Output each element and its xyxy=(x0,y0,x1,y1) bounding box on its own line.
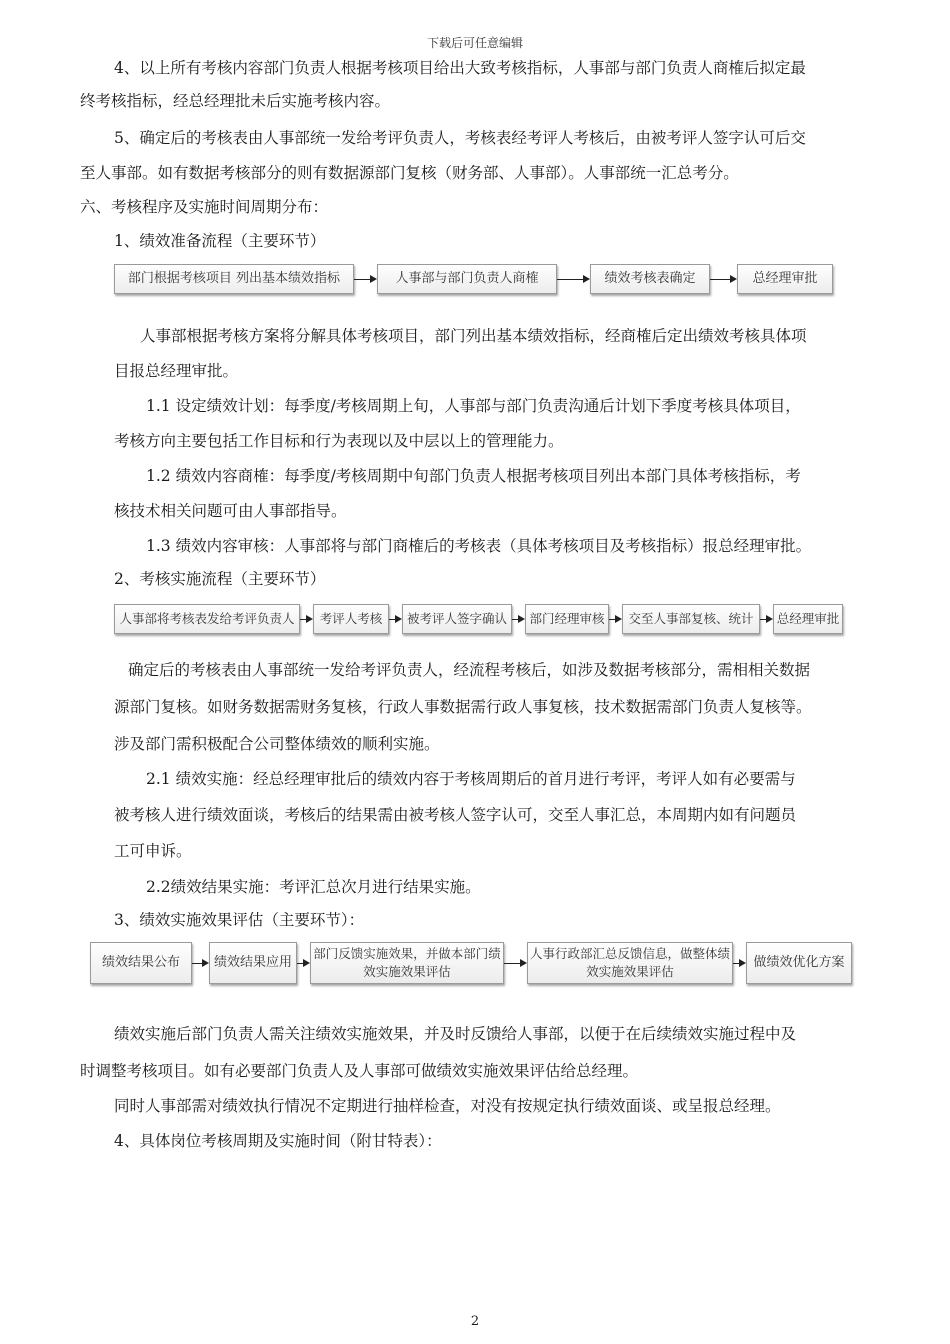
page-header: 下载后可任意编辑 xyxy=(426,36,523,50)
flow2-step-6: 总经理审批 xyxy=(773,604,843,634)
page-number: 2 xyxy=(470,1314,480,1329)
arrow-icon xyxy=(389,615,402,623)
flow2-step-4: 部门经理审核 xyxy=(525,604,609,634)
paragraph-flow2-desc: 确定后的考核表由人事部统一发给考评负责人，经流程考核后，如涉及数据考核部分，需相相关数据 xyxy=(128,661,811,679)
flowchart-preparation xyxy=(114,264,833,294)
arrow-icon xyxy=(760,615,773,623)
flow1-step-3: 绩效考核表确定 xyxy=(590,264,710,294)
subsection-1-heading: 1、绩效准备流程（主要环节） xyxy=(114,232,326,250)
flow3-step-4-line2: 效实施效果评估 xyxy=(586,964,674,979)
flow1-step-1: 部门根据考核项目 列出基本绩效指标 xyxy=(114,264,354,294)
subsection-3-heading: 3、绩效实施效果评估（主要环节）： xyxy=(114,911,365,929)
flow3-step-3 xyxy=(310,942,504,984)
flow3-step-4 xyxy=(527,942,733,984)
flow2-step-5: 交至人事部复核、统计 xyxy=(622,604,760,634)
paragraph-2-1-cont: 被考核人进行绩效面谈，考核后的结果需由被考核人签字认可，交至人事汇总，本周期内如有问题员 xyxy=(114,806,797,824)
paragraph-flow2-desc-cont2: 涉及部门需积极配合公司整体绩效的顺利实施。 xyxy=(114,735,440,753)
arrow-icon xyxy=(609,615,622,623)
section-6-heading: 六、考核程序及实施时间周期分布： xyxy=(80,198,329,216)
paragraph-sampling-check: 同时人事部需对绩效执行情况不定期进行抽样检查，对没有按规定执行绩效面谈、或呈报总经理。 xyxy=(114,1097,781,1115)
flow2-step-2: 考评人考核 xyxy=(313,604,389,634)
arrow-icon xyxy=(512,615,525,623)
paragraph-1-2: 1.2 绩效内容商榷：每季度/考核周期中旬部门负责人根据考核项目列出本部门具体考核指标，考 xyxy=(146,467,801,485)
flow3-step-1: 绩效结果公布 xyxy=(90,942,192,984)
paragraph-1-1: 1.1 设定绩效计划：每季度/考核周期上旬，人事部与部门负责沟通后计划下季度考核具体项目， xyxy=(146,397,801,415)
subsection-4-heading: 4、具体岗位考核周期及实施时间（附甘特表）： xyxy=(114,1132,442,1150)
flow2-step-3: 被考评人签字确认 xyxy=(402,604,512,634)
arrow-icon xyxy=(192,959,209,967)
arrow-icon xyxy=(297,959,310,967)
flow3-step-3-line2: 效实施效果评估 xyxy=(363,964,451,979)
paragraph-4-cont: 终考核指标，经总经理批未后实施考核内容。 xyxy=(80,92,391,110)
paragraph-4: 4、以上所有考核内容部门负责人根据考核项目给出大致考核指标，人事部与部门负责人商榷后拟定最 xyxy=(114,59,806,77)
flowchart-evaluation xyxy=(90,942,852,984)
paragraph-2-2: 2.2绩效结果实施：考评汇总次月进行结果实施。 xyxy=(146,878,481,896)
paragraph-1-3: 1.3 绩效内容审核：人事部将与部门商榷后的考核表（具体考核项目及考核指标）报总经理审批。 xyxy=(146,537,812,555)
flow1-step-2: 人事部与部门负责人商榷 xyxy=(377,264,557,294)
paragraph-5: 5、确定后的考核表由人事部统一发给考评负责人，考核表经考评人考核后，由被考评人签字认可后交 xyxy=(114,129,806,147)
paragraph-2-1-cont2: 工可申诉。 xyxy=(114,842,192,860)
arrow-icon xyxy=(354,275,377,283)
paragraph-flow2-desc-cont: 源部门复核。如财务数据需财务复核，行政人事数据需行政人事复核，技术数据需部门负责人复核等。 xyxy=(114,698,812,716)
flow2-step-1: 人事部将考核表发给考评负责人 xyxy=(114,604,300,634)
flow3-step-4-line1: 人事行政部汇总反馈信息，做整体绩 xyxy=(529,946,730,961)
flow3-step-5: 做绩效优化方案 xyxy=(746,942,852,984)
flow3-step-3-line1: 部门反馈实施效果，并做本部门绩 xyxy=(313,946,501,961)
paragraph-1-2-cont: 核技术相关问题可由人事部指导。 xyxy=(114,502,347,520)
paragraph-1-1-cont: 考核方向主要包括工作目标和行为表现以及中层以上的管理能力。 xyxy=(114,432,564,450)
arrow-icon xyxy=(504,959,527,967)
paragraph-flow3-desc: 绩效实施后部门负责人需关注绩效实施效果，并及时反馈给人事部，以便于在后续绩效实施过程中及 xyxy=(114,1025,797,1043)
flow3-step-2: 绩效结果应用 xyxy=(209,942,297,984)
paragraph-5-cont: 至人事部。如有数据考核部分的则有数据源部门复核（财务部、人事部）。人事部统一汇总考分。 xyxy=(80,164,739,182)
arrow-icon xyxy=(710,275,737,283)
flowchart-implementation xyxy=(114,604,843,634)
arrow-icon xyxy=(300,615,313,623)
paragraph-2-1: 2.1 绩效实施：经总经理审批后的绩效内容于考核周期后的首月进行考评，考评人如有必要需与 xyxy=(146,770,796,788)
paragraph-flow3-desc-cont: 时调整考核项目。如有必要部门负责人及人事部可做绩效实施效果评估给总经理。 xyxy=(80,1062,639,1080)
arrow-icon xyxy=(733,959,746,967)
paragraph-flow1-desc: 人事部根据考核方案将分解具体考核项目，部门列出基本绩效指标，经商榷后定出绩效考核具体项 xyxy=(140,327,807,345)
paragraph-flow1-desc-cont: 目报总经理审批。 xyxy=(114,362,239,380)
arrow-icon xyxy=(557,275,590,283)
subsection-2-heading: 2、考核实施流程（主要环节） xyxy=(114,570,326,588)
flow1-step-4: 总经理审批 xyxy=(737,264,833,294)
